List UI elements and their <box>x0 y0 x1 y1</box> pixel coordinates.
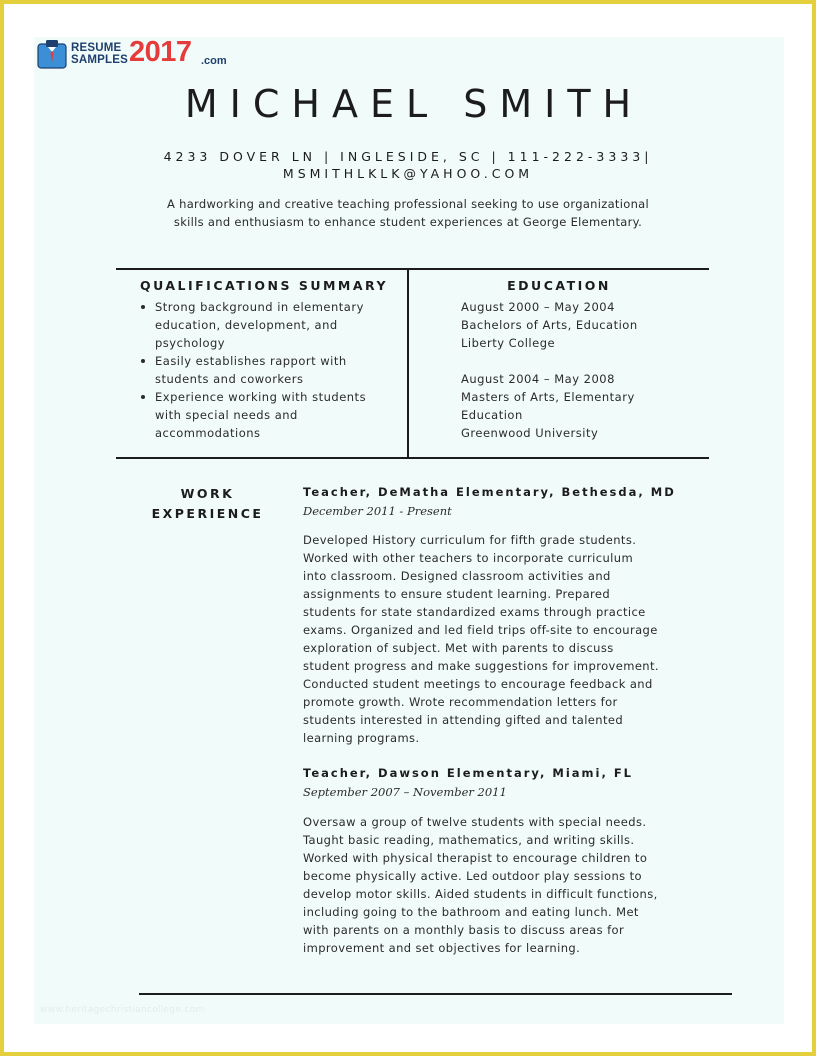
qualification-line: students and coworkers <box>155 372 304 386</box>
work-heading-line: WORK <box>180 486 235 501</box>
section-divider-bottom <box>139 993 732 995</box>
qualification-line: psychology <box>155 336 226 350</box>
resume-logo-icon <box>37 39 67 69</box>
objective-statement <box>130 195 686 231</box>
logo-year: 2017 <box>129 36 192 68</box>
job-description-line: learning programs. <box>303 731 420 745</box>
contact-line-address: 4233 DOVER LN | INGLESIDE, SC | 111-222-3333| <box>163 149 653 164</box>
qualification-item <box>139 352 399 388</box>
qualifications-heading: QUALIFICATIONS SUMMARY <box>139 278 389 293</box>
objective-line: A hardworking and creative teaching professional seeking to use organizational <box>166 197 650 211</box>
job-description-line: Taught basic reading, mathematics, and writing skills. <box>303 833 635 847</box>
job-description <box>303 531 695 747</box>
qualification-item <box>139 298 399 352</box>
job-description-line: with parents on a monthly basis to discuss areas for <box>303 923 625 937</box>
job-description-line: Oversaw a group of twelve students with special needs. <box>303 815 647 829</box>
job-description-line: become physically active. Led outdoor play sessions to <box>303 869 642 883</box>
job-dates: September 2007 – November 2011 <box>303 785 507 799</box>
qualifications-list <box>139 298 399 442</box>
job-description-line: improvement and set objectives for learning. <box>303 941 581 955</box>
logo-domain-suffix: .com <box>201 55 227 67</box>
job-dates: December 2011 - Present <box>303 504 452 518</box>
qualification-item <box>139 388 399 442</box>
contact-line-email: MSMITHLKLK@YAHOO.COM <box>282 166 534 181</box>
job-description-line: exploration of subject. Met with parents to discuss <box>303 641 614 655</box>
job-title: Teacher, Dawson Elementary, Miami, FL <box>303 766 633 780</box>
education-degree: Education <box>461 408 523 422</box>
site-logo[interactable] <box>37 36 237 73</box>
logo-text-samples: SAMPLES <box>71 54 128 66</box>
qualification-line: Strong background in elementary <box>155 300 364 314</box>
work-experience-heading <box>140 484 275 524</box>
qualification-line: accommodations <box>155 426 261 440</box>
work-heading-line: EXPERIENCE <box>151 506 264 521</box>
education-heading: EDUCATION <box>507 278 611 293</box>
job-description-line: student progress and make suggestions for improvement. <box>303 659 659 673</box>
job-description-line: students for state standardized exams through practice <box>303 605 646 619</box>
job-description-line: into classroom. Designed classroom activities and <box>303 569 611 583</box>
job-description-line: Worked with physical therapist to encourage children to <box>303 851 648 865</box>
qualification-line: with special needs and <box>155 408 298 422</box>
job-description <box>303 813 695 957</box>
education-school: Greenwood University <box>461 426 599 440</box>
education-entry <box>461 370 701 442</box>
education-degree: Bachelors of Arts, Education <box>461 318 638 332</box>
section-divider-top <box>116 268 709 270</box>
column-divider <box>407 269 409 459</box>
education-school: Liberty College <box>461 336 556 350</box>
job-description-line: develop motor skills. Aided students in difficult functions, <box>303 887 658 901</box>
candidate-name: MICHAEL SMITH <box>184 82 644 126</box>
job-title: Teacher, DeMatha Elementary, Bethesda, MD <box>303 485 676 499</box>
objective-line: skills and enthusiasm to enhance student experiences at George Elementary. <box>173 215 643 229</box>
education-dates: August 2000 – May 2004 <box>461 300 615 314</box>
job-description-line: students interested in attending gifted and talented <box>303 713 624 727</box>
job-description-line: including going to the bathroom and eating lunch. Met <box>303 905 639 919</box>
education-entry <box>461 298 701 352</box>
job-description-line: Conducted student meetings to encourage feedback and <box>303 677 653 691</box>
education-dates: August 2004 – May 2008 <box>461 372 615 386</box>
qualification-line: Experience working with students <box>155 390 367 404</box>
job-description-line: Worked with other teachers to incorporate curriculum <box>303 551 634 565</box>
education-degree: Masters of Arts, Elementary <box>461 390 635 404</box>
job-description-line: assignments to ensure student learning. Prepared <box>303 587 611 601</box>
job-description-line: Developed History curriculum for fifth grade students. <box>303 533 637 547</box>
job-description-line: exams. Organized and led field trips off-site to encourage <box>303 623 658 637</box>
job-description-line: promote growth. Wrote recommendation letters for <box>303 695 618 709</box>
qualification-line: education, development, and <box>155 318 338 332</box>
logo-text-resume: RESUME <box>71 42 122 54</box>
qualification-line: Easily establishes rapport with <box>155 354 347 368</box>
watermark-text: www.heritagechristiancollege.com <box>40 1005 205 1015</box>
section-divider-middle <box>116 457 709 459</box>
